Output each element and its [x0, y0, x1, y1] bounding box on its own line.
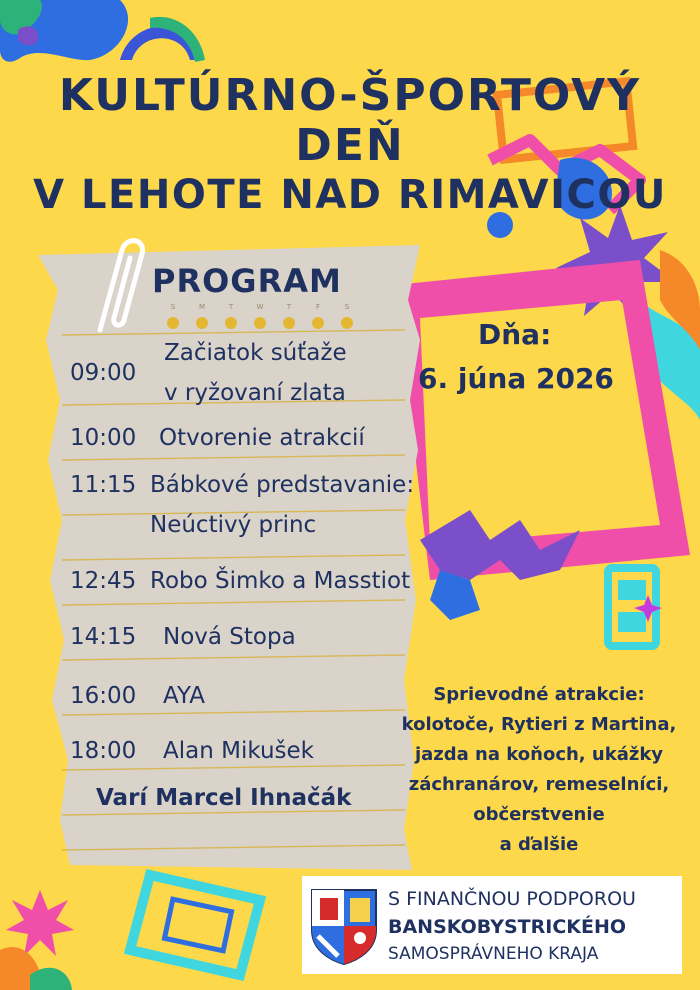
program-item-title: Otvorenie atrakcií	[159, 425, 365, 451]
attractions-line: a ďalšie	[499, 834, 579, 855]
attractions-line: kolotoče, Rytieri z Martina,	[401, 714, 677, 735]
weekday-letter: T	[286, 303, 292, 311]
program-time: 11:15	[70, 472, 137, 498]
weekday-dot	[167, 317, 179, 329]
program-heading: PROGRAM	[152, 262, 342, 300]
program-time: 09:00	[70, 360, 137, 386]
title-line-3: V LEHOTE NAD RIMAVICOU	[33, 172, 667, 218]
date-label: Dňa:	[478, 318, 552, 351]
attractions-line: občerstvenie	[473, 804, 605, 825]
program-item-title: Robo Šimko a Masstiot	[150, 568, 411, 594]
green-blob-bottom	[30, 968, 72, 990]
weekday-dot	[254, 317, 266, 329]
pink-sparkle	[6, 890, 74, 956]
weekday-letter: S	[344, 303, 350, 311]
program-footer: Varí Marcel Ihnačák	[96, 785, 352, 811]
sponsor-box	[302, 876, 682, 974]
program-item-title: Nová Stopa	[163, 624, 296, 650]
coat-of-arms-logo	[308, 886, 380, 966]
cyan-film-strip-bottom	[130, 875, 260, 975]
weekday-letter: T	[228, 303, 234, 311]
weekday-dot	[196, 317, 208, 329]
program-time: 10:00	[70, 425, 137, 451]
sponsor-line-3: SAMOSPRÁVNEHO KRAJA	[388, 944, 599, 964]
program-item-title: Bábkové predstavanie:	[150, 472, 415, 498]
program-item-title: AYA	[163, 683, 205, 709]
date-value: 6. júna 2026	[418, 362, 614, 395]
weekday-letter: S	[170, 303, 176, 311]
weekday-dot	[341, 317, 353, 329]
program-time: 12:45	[70, 568, 137, 594]
program-time: 18:00	[70, 738, 137, 764]
attractions-text	[380, 680, 698, 860]
attractions-line: záchranárov, remeselníci,	[408, 774, 670, 795]
program-item-title: Alan Mikušek	[163, 738, 314, 764]
weekday-dot	[312, 317, 324, 329]
title-line-2: DEŇ	[295, 120, 405, 171]
attractions-line: Sprievodné atrakcie:	[433, 684, 645, 705]
attractions-line: jazda na koňoch, ukážky	[414, 744, 664, 765]
program-time: 14:15	[70, 624, 137, 650]
sponsor-line-2: BANSKOBYSTRICKÉHO	[388, 916, 627, 938]
weekday-dot	[225, 317, 237, 329]
sponsor-line-1: S FINANČNOU PODPOROU	[388, 888, 636, 910]
program-item-title: Neúctivý princ	[150, 512, 317, 538]
weekday-letter: M	[198, 303, 206, 311]
weekday-dots	[165, 303, 355, 333]
title-line-1: KULTÚRNO-ŠPORTOVÝ	[58, 70, 642, 121]
program-item-title: Začiatok súťaže	[164, 340, 347, 366]
program-time: 16:00	[70, 683, 137, 709]
weekday-letter: W	[256, 303, 264, 311]
program-item-title: v ryžovaní zlata	[164, 380, 346, 406]
weekday-dot	[283, 317, 295, 329]
weekday-letter: F	[315, 303, 321, 311]
